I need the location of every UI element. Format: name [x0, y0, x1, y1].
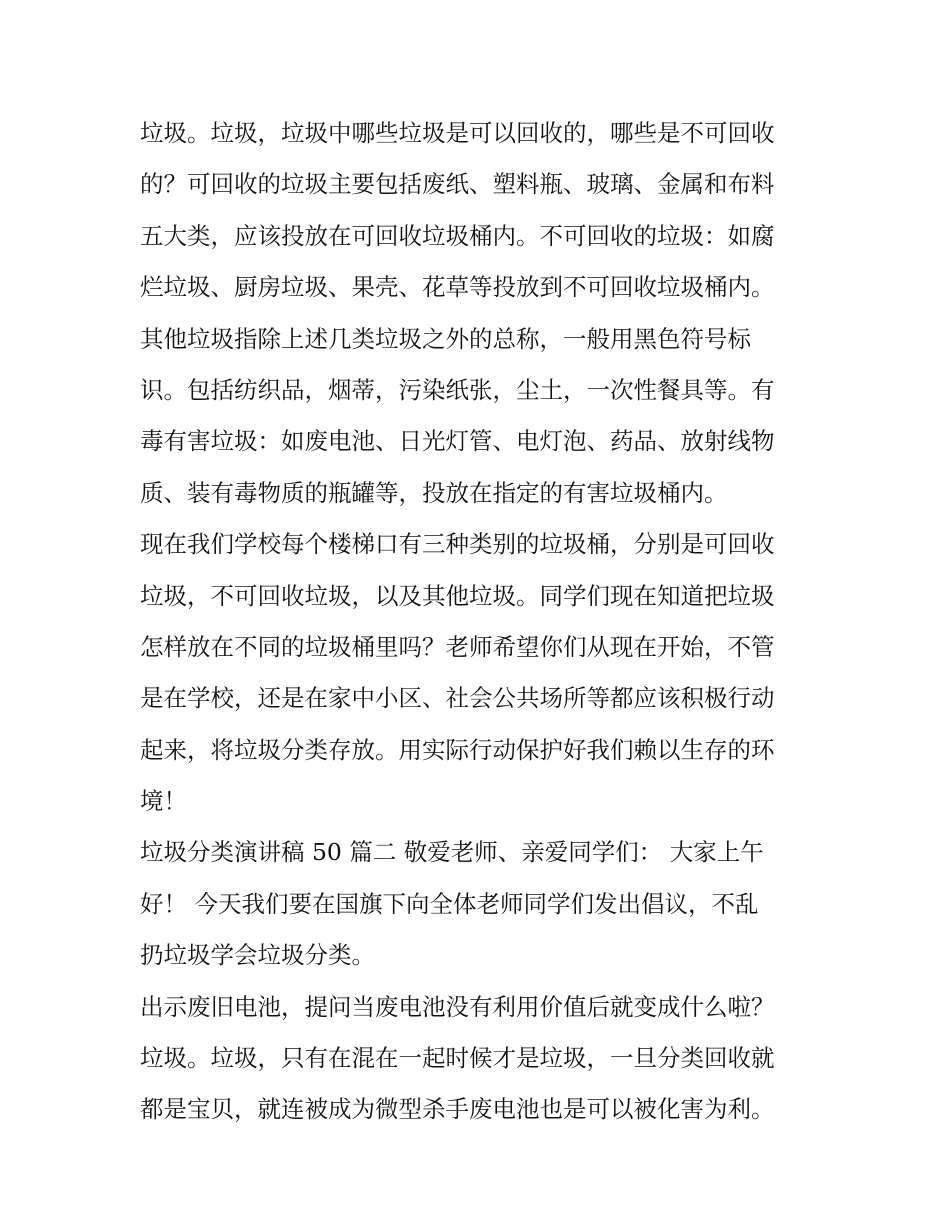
text-line: 出示废旧电池，提问当废电池没有利用价值后就变成什么啦？: [140, 992, 775, 1021]
text-line: 好！ 今天我们要在国旗下向全体老师同学们发出倡议，不乱: [140, 889, 759, 918]
text-line: 垃圾。垃圾，只有在混在一起时候才是垃圾，一旦分类回收就: [140, 1044, 775, 1073]
text-line: 垃圾，不可回收垃圾，以及其他垃圾。同学们现在知道把垃圾: [140, 581, 775, 610]
text-line: 毒有害垃圾：如废电池、日光灯管、电灯泡、药品、放射线物: [140, 427, 775, 456]
text-line: 都是宝贝，就连被成为微型杀手废电池也是可以被化害为利。: [140, 1095, 775, 1124]
text-line: 五大类，应该投放在可回收垃圾桶内。不可回收的垃圾：如腐: [140, 221, 775, 250]
text-line: 质、装有毒物质的瓶罐等，投放在指定的有害垃圾桶内。: [140, 478, 728, 507]
text-line: 识。包括纺织品，烟蒂，污染纸张，尘土，一次性餐具等。有: [140, 375, 775, 404]
text-line: 是在学校，还是在家中小区、社会公共场所等都应该积极行动: [140, 684, 775, 713]
text-line: 现在我们学校每个楼梯口有三种类别的垃圾桶，分别是可回收: [140, 530, 775, 559]
text-line: 垃圾分类演讲稿 50 篇二 敬爱老师、亲爱同学们： 大家上午: [140, 838, 764, 867]
text-line: 起来，将垃圾分类存放。用实际行动保护好我们赖以生存的环: [140, 735, 775, 764]
text-line: 扔垃圾学会垃圾分类。: [140, 941, 375, 970]
document-body: [140, 108, 820, 1136]
text-line: 其他垃圾指除上述几类垃圾之外的总称，一般用黑色符号标: [140, 324, 751, 353]
text-line: 怎样放在不同的垃圾桶里吗？老师希望你们从现在开始，不管: [140, 632, 775, 661]
text-line: 的？可回收的垃圾主要包括废纸、塑料瓶、玻璃、金属和布料: [140, 170, 775, 199]
text-line: 烂垃圾、厨房垃圾、果壳、花草等投放到不可回收垃圾桶内。: [140, 273, 775, 302]
text-line: 境！: [140, 787, 187, 816]
text-line: 垃圾。垃圾，垃圾中哪些垃圾是可以回收的，哪些是不可回收: [140, 119, 775, 147]
